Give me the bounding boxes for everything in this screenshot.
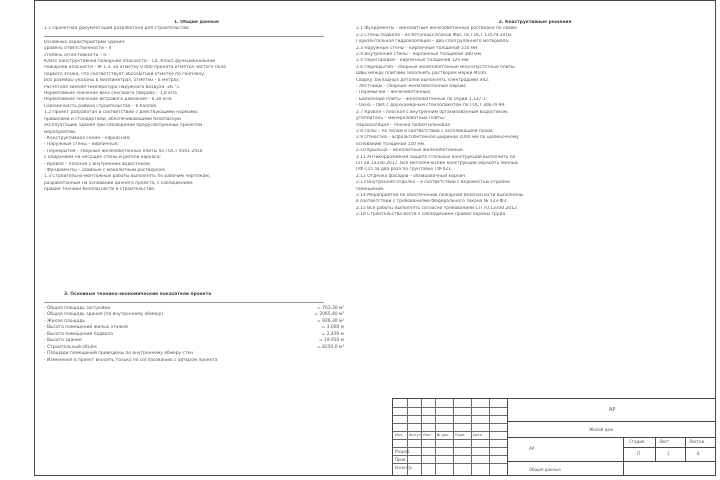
tep-value: = 2,400 м: [321, 331, 344, 337]
text-line: - Кровля – плоская с внутренним водостоком;: [44, 161, 151, 167]
revision-header-cell: Кол.уч: [409, 433, 421, 437]
tep-label: - Общая площадь здания (по внутреннему обмеру): [44, 312, 164, 317]
text-line: 1.3 Строительно-монтажные работы выполнять по рабочим чертежам,: [44, 174, 211, 180]
text-line: эксплуатацию здания при соблюдении предусмотренных проектом: [44, 123, 203, 129]
text-line: - Окна – ПВХ с двухкамерным стеклопакетом по ГОСТ 30674-99.: [356, 103, 506, 109]
text-line: 1.2 Проект разработан в соответствии с действующими нормами,: [44, 110, 199, 116]
section-heading: 1. Общие данные: [173, 20, 219, 25]
text-line: ПФ-115 за два раза по грунтовке ГФ-021.: [356, 167, 453, 173]
revision-header-cell: № док.: [437, 433, 450, 437]
text-line: 2.15 Все работы выполнять согласно требованиям СП 70.13330.2012.: [356, 205, 519, 211]
text-line: Сварку закладных деталей выполнять электродами Э42.: [356, 77, 490, 83]
revision-header-cell: Дата: [473, 433, 482, 437]
revision-grid: [393, 399, 508, 475]
text-line: 2.3 Наружные стены – кирпичные толщиной 510 мм.: [356, 45, 479, 51]
text-line: Основные характеристики здания:: [44, 39, 126, 45]
object-name: Жилой дом: [589, 427, 614, 432]
divider: [44, 302, 324, 303]
divider: [44, 36, 324, 37]
tep-value: = 2065,40 м²: [314, 312, 344, 317]
drawing-title: Общие данные: [529, 467, 561, 472]
text-line: Класс конструктивной пожарной опасности – С0. Класс функциональной: [44, 59, 215, 65]
sheets-title: Листов: [689, 439, 704, 444]
tep-label: - Высота помещений жилых этажей: [44, 325, 128, 330]
drawing-number: АР: [529, 446, 535, 451]
text-line: Горизонтальная гидроизоляция – два слоя рулонного материала.: [356, 39, 510, 45]
tep-value: = 926,30 м²: [317, 318, 344, 324]
text-line: мероприятий.: [44, 129, 77, 135]
tep-value: = 3,000 м: [321, 325, 344, 330]
text-line: в соответствии с требованиями Федерального закона № 123-ФЗ.: [356, 199, 508, 205]
revision-header-cell: Лист: [423, 433, 432, 437]
text-line: правил техники безопасности в строительстве.: [44, 187, 156, 193]
tep-label: - Общая площадь застройки: [44, 305, 111, 311]
sheet-title: Лист: [659, 439, 670, 444]
text-line: - Перемычки – железобетонные;: [356, 90, 432, 96]
intro-line: 1.1 Проектная документация разработана для строительства: [44, 26, 189, 32]
text-line: 2.11 Антикоррозийная защита стальных конструкций выполнить по: [356, 154, 516, 160]
structural-column: [356, 20, 714, 219]
sheets-value: 8: [697, 451, 700, 456]
structural-lines: [356, 26, 714, 218]
text-line: 2.7 Кровля – плоская с внутренним организованным водостоком,: [356, 109, 509, 115]
text-line: Нормативное значение ветрового давления – 0,30 кПа: [44, 97, 172, 103]
tep-label: - Высота здания: [44, 338, 82, 343]
text-line: - Наружные стены – кирпичные;: [44, 142, 119, 148]
general-data-column: [44, 20, 349, 194]
tep-value: = 763,30 м²: [317, 305, 344, 311]
text-line: 2.13 Внутренняя отделка – в соответствии с ведомостью отделки: [356, 180, 510, 186]
text-line: уровень ответственности – II: [44, 46, 112, 52]
text-line: Швы между плитами заполнить раствором марки М100.: [356, 71, 488, 77]
document-code: АР: [609, 407, 616, 413]
role-label: Пров.: [395, 457, 407, 462]
text-line: Расчётная зимняя температура наружного воздуха -26 °С: [44, 84, 180, 90]
revision-header-cell: Изм.: [395, 433, 403, 437]
revision-header-cell: Подп.: [455, 433, 466, 437]
text-line: помещений.: [356, 186, 385, 192]
tep-label: - Жилая площадь: [44, 318, 85, 324]
stage-value: П: [637, 451, 641, 456]
text-line: - Площади помещений приведены по внутреннему обмеру стен: [44, 351, 194, 356]
tep-section: [44, 292, 349, 364]
text-line: с опиранием на несущие стены и ригели каркаса;: [44, 155, 161, 161]
text-line: 2.4 Внутренние стены – кирпичные толщиной 380 мм.: [356, 52, 483, 58]
sheet-value: 1: [667, 451, 670, 456]
text-line: утеплитель – минераловатные плиты;: [356, 116, 446, 122]
text-line: 2.8 Полы – по типам в соответствии с экспликацией полов.: [356, 128, 495, 134]
text-line: 2.2 Стены подвала – из бетонных блоков ФБС по ГОСТ 13579-2018.: [356, 32, 513, 38]
tep-value: = 19,950 м: [318, 338, 344, 343]
text-line: правилами и стандартами, обеспечивающими безопасную: [44, 116, 181, 122]
text-line: СП 28.13330.2017. Все металлические конструкции окрасить эмалью: [356, 160, 519, 166]
text-line: 2.12 Отделка фасадов – облицовочный кирпич.: [356, 173, 467, 179]
text-line: 2.5 Перегородки – кирпичные толщиной 120 мм.: [356, 58, 470, 64]
stage-title: Стадия: [629, 439, 645, 444]
text-line: 2.16 Строительство вести с соблюдением правил охраны труда.: [356, 212, 507, 218]
text-line: Сейсмичность района строительства – 6 баллов.: [44, 103, 158, 109]
text-line: - Фундаменты – свайные с монолитным ростверком.: [44, 167, 167, 173]
text-line: - Балконные плиты – железобетонные по серии 1.137.1;: [356, 96, 488, 102]
text-line: - Конструктивная схема – каркасная;: [44, 135, 131, 141]
text-line: первого этажа, что соответствует абсолютной отметке по генплану.: [44, 71, 206, 77]
text-line: пароизоляция – пленка полиэтиленовая.: [356, 122, 452, 128]
text-line: - Лестницы – сборные железобетонные марши;: [356, 84, 467, 90]
text-line: 2.9 Отмостка – асфальтобетонная шириной 1000 мм по щебёночному: [356, 135, 519, 141]
tep-value: = 8250,0 м³: [317, 344, 344, 350]
text-line: Нормативное значение веса снегового покрова – 1,8 кПа: [44, 91, 177, 97]
text-line: разработанным на основании данного проекта, с соблюдением: [44, 180, 193, 186]
tep-rows: [44, 306, 349, 352]
text-line: 2.6 Перекрытия – сборные железобетонные многопустотные плиты.: [356, 64, 516, 70]
text-line: основанию толщиной 150 мм.: [356, 141, 426, 147]
tep-label: - Строительный объём: [44, 344, 97, 350]
text-line: Все размеры указаны в миллиметрах, отметки – в метрах.: [44, 78, 181, 84]
tep-notes: [44, 351, 349, 364]
title-block: [392, 398, 716, 476]
text-line: 2.10 Крыльца – монолитные железобетонные.: [356, 148, 464, 154]
text-line: 2.14 Мероприятия по обеспечению пожарной безопасности выполнены: [356, 192, 524, 198]
text-line: пожарной опасности – Ф 1.3. За отметку 0.000 принята отметка чистого пола: [44, 65, 226, 71]
text-line: - Изменения в проект вносить только по согласованию с автором проекта: [44, 357, 218, 363]
role-label: Н.контр.: [395, 465, 413, 470]
role-label: Разраб.: [395, 449, 411, 454]
tep-label: - Высота помещений подвала: [44, 331, 113, 337]
general-data-lines: [44, 40, 349, 194]
section-heading: 3. Основные технико-экономические показатели проекта: [64, 292, 212, 297]
text-line: степень огнестойкости – II: [44, 52, 106, 58]
text-line: - Перекрытия – сборные железобетонные плиты по ГОСТ 9561-2016: [44, 148, 203, 154]
text-line: 2.1 Фундаменты – монолитные железобетонные ростверки по сваям.: [356, 26, 519, 32]
section-heading: 2. Конструктивные решения: [498, 20, 572, 25]
